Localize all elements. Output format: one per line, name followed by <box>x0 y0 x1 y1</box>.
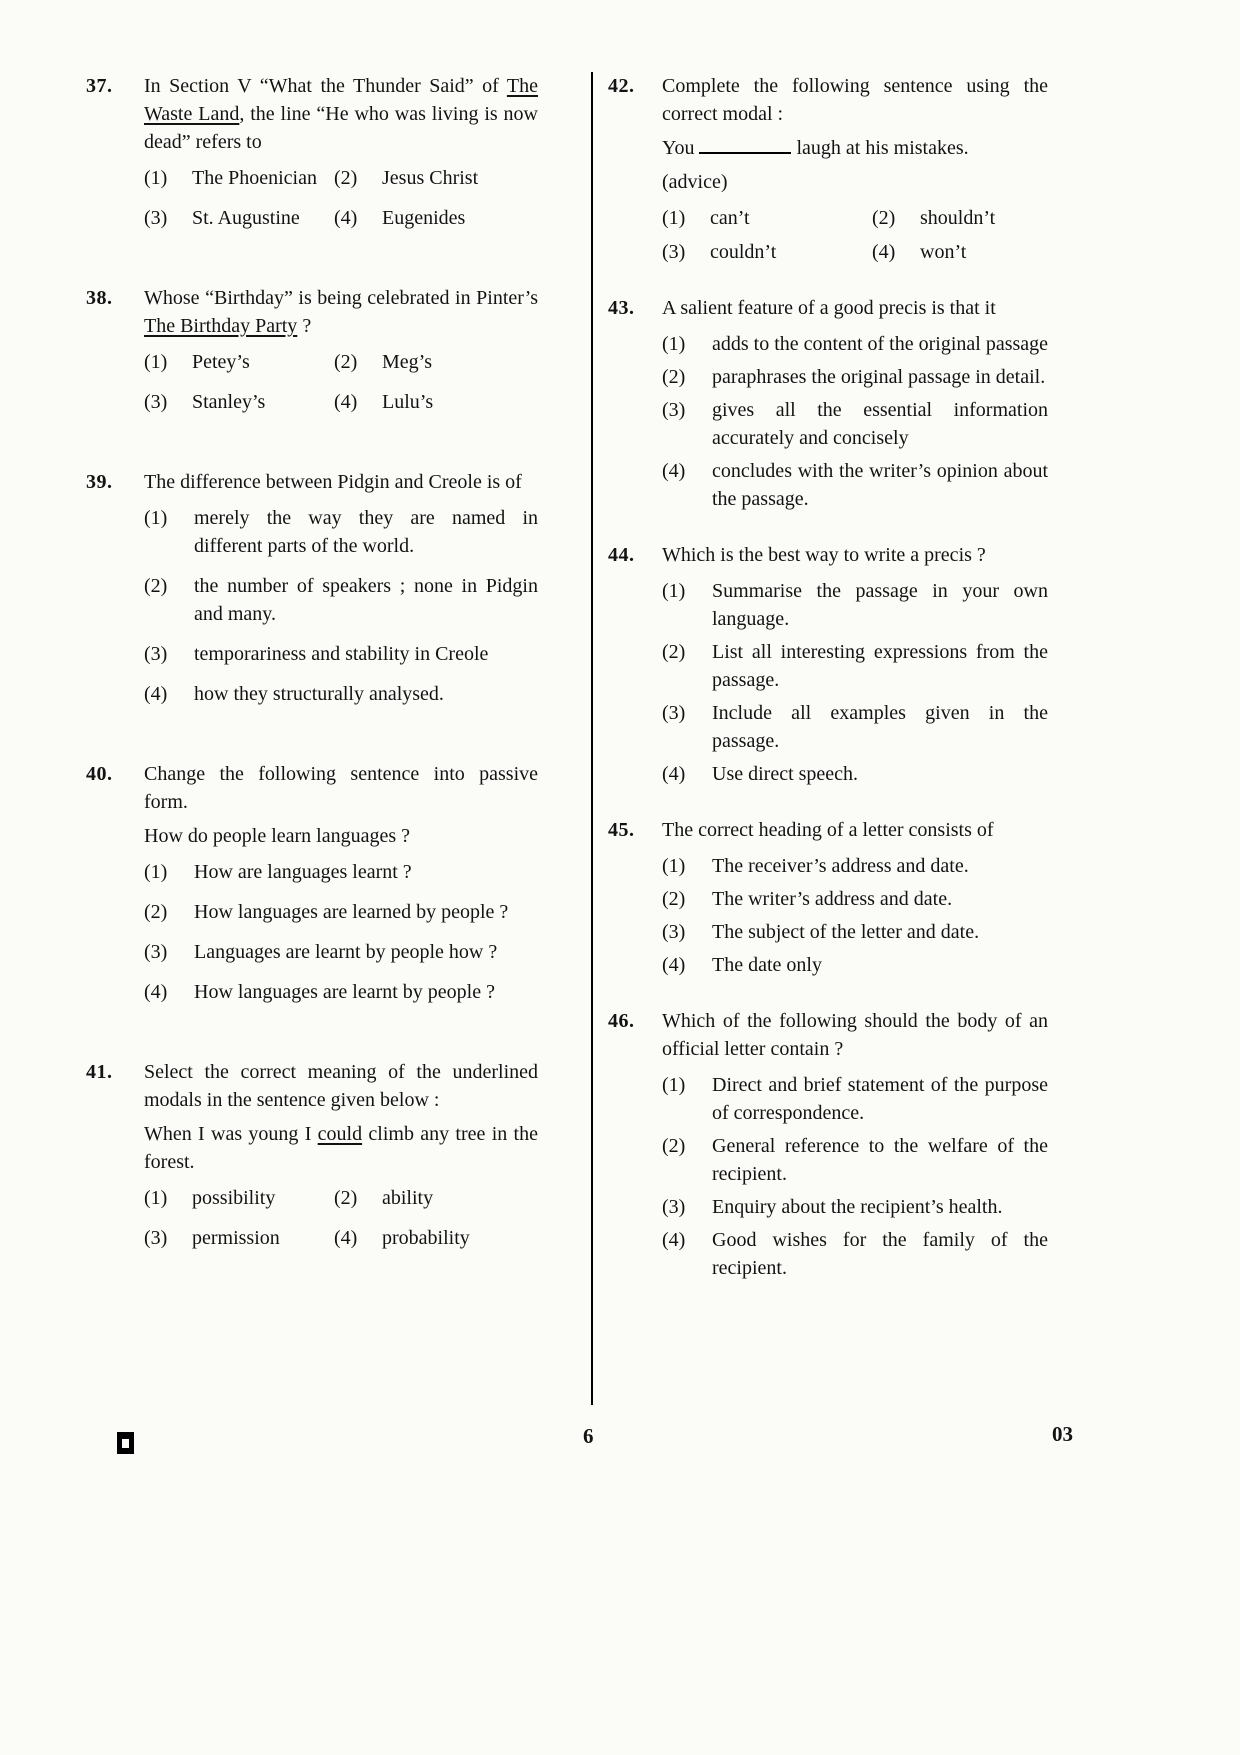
question-number: 45. <box>608 819 635 841</box>
column-divider-rule <box>591 72 593 1405</box>
option-marker: (1) <box>662 207 686 229</box>
underlined-text: The Birthday Party <box>144 315 298 337</box>
question-text <box>662 1007 1048 1063</box>
option-marker: (3) <box>662 702 686 724</box>
options-group <box>144 164 538 232</box>
option-marker: (3) <box>144 391 168 413</box>
option-text: can’t <box>710 207 750 229</box>
text-run: Select the correct meaning of the underlined modals in the sentence given below : <box>144 1061 538 1111</box>
option-marker: (3) <box>144 643 168 665</box>
question-body <box>662 541 1048 788</box>
text-run: Whose “Birthday” is being celebrated in Pinter’s <box>144 287 538 309</box>
option-marker: (2) <box>144 901 168 923</box>
option <box>662 1193 1048 1221</box>
options-group <box>662 577 1048 788</box>
question-body <box>662 1007 1048 1282</box>
question-body <box>662 294 1048 513</box>
option <box>334 164 538 192</box>
text-run: laugh at his mistakes. <box>796 137 969 159</box>
text-run: , the line “He who was living is now dead” refers to <box>144 103 538 153</box>
question-number: 43. <box>608 297 635 319</box>
option-text: couldn’t <box>710 241 777 263</box>
question-block <box>608 816 1048 979</box>
option-text: adds to the content of the original passage <box>712 333 1049 355</box>
options-group <box>662 204 1048 266</box>
question-block <box>86 468 538 708</box>
text-run: You <box>662 137 695 159</box>
question-text <box>144 760 538 816</box>
option-marker: (1) <box>662 855 686 877</box>
option-marker: (1) <box>144 167 168 189</box>
option-text: How languages are learnt by people ? <box>194 981 495 1003</box>
option-marker: (4) <box>334 1227 358 1249</box>
question-block <box>608 294 1048 513</box>
question-body <box>144 468 538 708</box>
option-marker: (2) <box>144 575 168 597</box>
text-run: Which of the following should the body of an official letter contain ? <box>662 1010 1048 1060</box>
option-text: Direct and brief statement of the purpose of correspondence. <box>712 1074 1048 1124</box>
option-text: Good wishes for the family of the recipient. <box>712 1229 1048 1279</box>
question-block <box>86 760 538 1006</box>
option <box>662 951 1048 979</box>
paper-code: 03 <box>1052 1422 1073 1446</box>
option-marker: (4) <box>662 460 686 482</box>
option-text: Use direct speech. <box>712 763 859 785</box>
option-text: General reference to the welfare of the recipient. <box>712 1135 1048 1185</box>
option-text: Petey’s <box>192 351 250 373</box>
question-body <box>662 816 1048 979</box>
option-marker: (3) <box>144 941 168 963</box>
option <box>144 640 538 668</box>
option <box>662 577 1048 633</box>
option <box>662 638 1048 694</box>
question-subtext <box>144 822 538 850</box>
options-group <box>662 852 1048 979</box>
option-marker: (1) <box>144 351 168 373</box>
option-text: Languages are learnt by people how ? <box>194 941 498 963</box>
question-text <box>662 816 1048 844</box>
text-run: climb any tree in the forest. <box>144 1123 538 1173</box>
question-text <box>662 541 1048 569</box>
question-block <box>86 72 538 232</box>
option <box>144 680 538 708</box>
text-run: When I was young I <box>144 1123 318 1145</box>
option-marker: (3) <box>662 241 686 263</box>
option-marker: (4) <box>334 391 358 413</box>
question-subtext <box>662 134 1048 162</box>
option-text: probability <box>382 1227 470 1249</box>
option-marker: (3) <box>662 399 686 421</box>
questions-column-left <box>86 72 538 1304</box>
option-text: The subject of the letter and date. <box>712 921 980 943</box>
option <box>334 1224 538 1252</box>
question-number: 46. <box>608 1010 635 1032</box>
question-number: 39. <box>86 471 113 493</box>
option <box>662 885 1048 913</box>
option-marker: (3) <box>662 1196 686 1218</box>
option-text: won’t <box>920 241 967 263</box>
text-run: The correct heading of a letter consists of <box>662 819 994 841</box>
option-marker: (4) <box>144 683 168 705</box>
question-body <box>144 72 538 232</box>
option <box>662 396 1048 452</box>
option-text: The writer’s address and date. <box>712 888 953 910</box>
option <box>144 348 334 376</box>
option-text: Include all examples given in the passage. <box>712 702 1048 752</box>
question-text <box>144 1058 538 1114</box>
question-subtext <box>144 1120 538 1176</box>
option-text: merely the way they are named in different parts of the world. <box>194 507 538 557</box>
option-text: Eugenides <box>382 207 466 229</box>
question-number: 37. <box>86 75 113 97</box>
question-text <box>662 294 1048 322</box>
question-body <box>144 284 538 416</box>
option <box>334 1184 538 1212</box>
option <box>872 238 1048 266</box>
option-marker: (2) <box>662 888 686 910</box>
option <box>662 852 1048 880</box>
text-run: The difference between Pidgin and Creole is of <box>144 471 522 493</box>
option-text: temporariness and stability in Creole <box>194 643 489 665</box>
text-run: Which is the best way to write a precis ? <box>662 544 986 566</box>
option-text: Enquiry about the recipient’s health. <box>712 1196 1003 1218</box>
question-body <box>144 760 538 1006</box>
option <box>144 572 538 628</box>
option-marker: (3) <box>662 921 686 943</box>
option-marker: (4) <box>662 954 686 976</box>
option-marker: (2) <box>334 1187 358 1209</box>
option-text: shouldn’t <box>920 207 996 229</box>
question-subtext <box>662 168 1048 196</box>
options-group <box>144 504 538 708</box>
option-marker: (1) <box>662 580 686 602</box>
option-marker: (4) <box>662 1229 686 1251</box>
option-marker: (1) <box>144 507 168 529</box>
option-text: The receiver’s address and date. <box>712 855 969 877</box>
question-text <box>144 284 538 340</box>
option <box>662 457 1048 513</box>
underlined-text: The Waste Land <box>144 75 538 125</box>
text-run: Change the following sentence into passive form. <box>144 763 538 813</box>
option-text: How languages are learned by people ? <box>194 901 509 923</box>
option-text: How are languages learnt ? <box>194 861 412 883</box>
question-number: 44. <box>608 544 635 566</box>
question-text <box>144 72 538 156</box>
option <box>662 204 872 232</box>
option <box>144 978 538 1006</box>
options-group <box>144 348 538 416</box>
option <box>144 858 538 886</box>
option <box>144 898 538 926</box>
option-text: the number of speakers ; none in Pidgin and many. <box>194 575 538 625</box>
question-block <box>86 1058 538 1252</box>
option <box>662 1226 1048 1282</box>
question-block <box>608 541 1048 788</box>
option-marker: (2) <box>662 366 686 388</box>
option <box>144 938 538 966</box>
option-text: List all interesting expressions from the passage. <box>712 641 1048 691</box>
text-run: How do people learn languages ? <box>144 825 411 847</box>
question-body <box>144 1058 538 1252</box>
option <box>144 204 334 232</box>
question-text <box>144 468 538 496</box>
option <box>334 388 538 416</box>
question-block <box>608 72 1048 266</box>
option-text: Stanley’s <box>192 391 266 413</box>
option-marker: (3) <box>144 1227 168 1249</box>
option-marker: (1) <box>144 1187 168 1209</box>
text-run: In Section V “What the Thunder Said” of <box>144 75 507 97</box>
options-group <box>662 1071 1048 1282</box>
option <box>662 330 1048 358</box>
option <box>662 1132 1048 1188</box>
option <box>144 1184 334 1212</box>
page-number: 6 <box>583 1424 594 1448</box>
answer-blank <box>699 139 791 154</box>
question-block <box>86 284 538 416</box>
option <box>662 238 872 266</box>
option-text: paraphrases the original passage in detail. <box>712 366 1046 388</box>
option-text: Summarise the passage in your own language. <box>712 580 1048 630</box>
option-marker: (1) <box>144 861 168 883</box>
option-text: St. Augustine <box>192 207 300 229</box>
option-text: Lulu’s <box>382 391 434 413</box>
option-marker: (2) <box>872 207 896 229</box>
options-group <box>662 330 1048 513</box>
option <box>662 699 1048 755</box>
option-text: concludes with the writer’s opinion about the passage. <box>712 460 1048 510</box>
option <box>334 204 538 232</box>
question-number: 40. <box>86 763 113 785</box>
option-marker: (1) <box>662 333 686 355</box>
option <box>144 504 538 560</box>
option <box>662 1071 1048 1127</box>
option-marker: (2) <box>662 1135 686 1157</box>
option <box>662 760 1048 788</box>
options-group <box>144 858 538 1006</box>
option-text: The date only <box>712 954 822 976</box>
option <box>144 1224 334 1252</box>
option <box>144 388 334 416</box>
option-marker: (4) <box>334 207 358 229</box>
option-text: Jesus Christ <box>382 167 479 189</box>
print-registration-mark <box>117 1432 134 1454</box>
option <box>872 204 1048 232</box>
option-marker: (3) <box>144 207 168 229</box>
option-text: Meg’s <box>382 351 432 373</box>
option <box>144 164 334 192</box>
option-text: ability <box>382 1187 434 1209</box>
option-marker: (2) <box>334 167 358 189</box>
text-run: Complete the following sentence using the correct modal : <box>662 75 1048 125</box>
option-text: gives all the essential information accurately and concisely <box>712 399 1048 449</box>
question-number: 42. <box>608 75 635 97</box>
question-body <box>662 72 1048 266</box>
underlined-text: could <box>317 1123 363 1145</box>
option-text: how they structurally analysed. <box>194 683 444 705</box>
questions-column-right <box>608 72 1048 1310</box>
text-run: (advice) <box>662 171 728 193</box>
text-run: A salient feature of a good precis is that it <box>662 297 996 319</box>
option-marker: (4) <box>662 763 686 785</box>
option <box>662 363 1048 391</box>
question-number: 38. <box>86 287 113 309</box>
question-number: 41. <box>86 1061 113 1083</box>
option-marker: (1) <box>662 1074 686 1096</box>
options-group <box>144 1184 538 1252</box>
option <box>334 348 538 376</box>
option-marker: (2) <box>662 641 686 663</box>
option-marker: (4) <box>144 981 168 1003</box>
text-run: ? <box>297 315 312 337</box>
question-block <box>608 1007 1048 1282</box>
option <box>662 918 1048 946</box>
option-text: The Phoenician <box>192 167 317 189</box>
option-marker: (2) <box>334 351 358 373</box>
option-text: possibility <box>192 1187 276 1209</box>
option-marker: (4) <box>872 241 896 263</box>
option-text: permission <box>192 1227 280 1249</box>
question-text <box>662 72 1048 128</box>
